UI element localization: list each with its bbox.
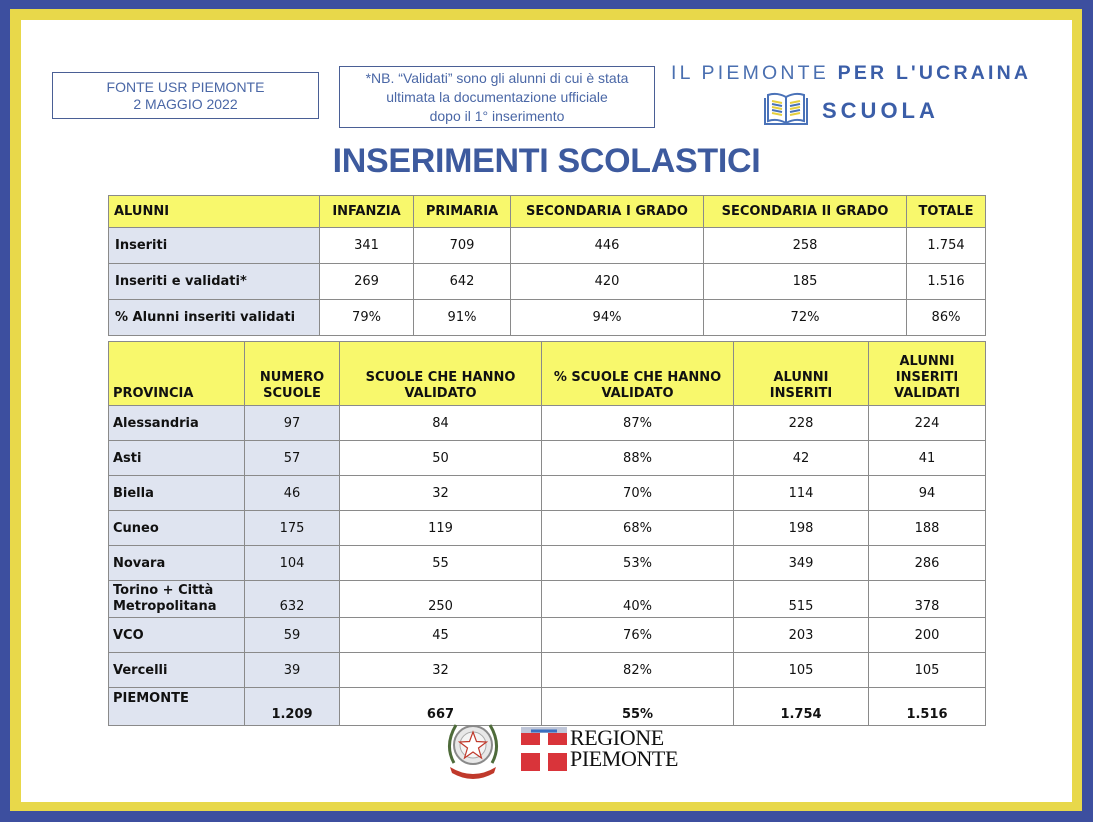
header-text: NUMERO bbox=[259, 370, 325, 385]
cell: 632 bbox=[245, 581, 340, 618]
cell: 40% bbox=[542, 581, 734, 618]
cell: 32 bbox=[340, 476, 542, 511]
header-text: VALIDATO bbox=[404, 386, 477, 401]
province-name-line: Metropolitana bbox=[113, 599, 217, 614]
table-row bbox=[109, 618, 986, 653]
header-text: INSERITI bbox=[895, 370, 959, 385]
cell: 50 bbox=[340, 441, 542, 476]
header-text: INSERITI bbox=[769, 386, 833, 401]
cell: 269 bbox=[320, 264, 414, 300]
source-line-1: FONTE USR PIEMONTE bbox=[106, 79, 265, 95]
header-text: SCUOLE CHE HANNO bbox=[365, 370, 516, 385]
column-header: TOTALE bbox=[907, 196, 986, 228]
row-label: % Alunni inseriti validati bbox=[109, 300, 320, 336]
row-label: Inseriti e validati* bbox=[109, 264, 320, 300]
cell: 198 bbox=[734, 511, 869, 546]
cell: 94% bbox=[511, 300, 704, 336]
note-line-3: dopo il 1° inserimento bbox=[429, 108, 565, 124]
cell: 1.516 bbox=[907, 264, 986, 300]
table-row bbox=[109, 228, 986, 264]
column-header: SECONDARIA II GRADO bbox=[704, 196, 907, 228]
cell: 105 bbox=[869, 653, 986, 688]
table-row bbox=[109, 441, 986, 476]
column-header: PRIMARIA bbox=[414, 196, 511, 228]
table-header-row bbox=[109, 196, 986, 228]
table-row bbox=[109, 476, 986, 511]
cell: 45 bbox=[340, 618, 542, 653]
cell: 203 bbox=[734, 618, 869, 653]
cell: 228 bbox=[734, 406, 869, 441]
cell: 46 bbox=[245, 476, 340, 511]
brand-title bbox=[671, 62, 1031, 85]
cell: 82% bbox=[542, 653, 734, 688]
regione-line-1: REGIONE bbox=[570, 725, 664, 750]
header-text: % SCUOLE CHE HANNO bbox=[553, 370, 722, 385]
cell: 76% bbox=[542, 618, 734, 653]
province-name: VCO bbox=[109, 618, 245, 653]
cell: 72% bbox=[704, 300, 907, 336]
province-name: Biella bbox=[109, 476, 245, 511]
header-text: VALIDATO bbox=[601, 386, 674, 401]
province-name: Novara bbox=[109, 546, 245, 581]
cell: 1.754 bbox=[907, 228, 986, 264]
table-header-row bbox=[109, 342, 986, 406]
brand-subtitle: SCUOLA bbox=[822, 98, 939, 123]
cell: 41 bbox=[869, 441, 986, 476]
cell: 105 bbox=[734, 653, 869, 688]
cell: 87% bbox=[542, 406, 734, 441]
table-row bbox=[109, 581, 986, 618]
regione-name bbox=[570, 727, 678, 769]
header-text: ALUNNI bbox=[773, 370, 829, 385]
cell: 642 bbox=[414, 264, 511, 300]
cell: 39 bbox=[245, 653, 340, 688]
table-row bbox=[109, 653, 986, 688]
cell: 349 bbox=[734, 546, 869, 581]
row-label: Inseriti bbox=[109, 228, 320, 264]
column-header-scuole-validato bbox=[340, 342, 542, 406]
column-header-alunni-inseriti bbox=[734, 342, 869, 406]
province-table bbox=[108, 341, 986, 726]
cell: 55% bbox=[542, 688, 734, 726]
header-text: SCUOLE bbox=[263, 386, 321, 401]
cell: 515 bbox=[734, 581, 869, 618]
cell: 709 bbox=[414, 228, 511, 264]
cell: 1.209 bbox=[245, 688, 340, 726]
cell: 68% bbox=[542, 511, 734, 546]
column-header: INFANZIA bbox=[320, 196, 414, 228]
column-header: ALUNNI bbox=[109, 196, 320, 228]
cell: 119 bbox=[340, 511, 542, 546]
cell: 258 bbox=[704, 228, 907, 264]
cell: 88% bbox=[542, 441, 734, 476]
cell: 53% bbox=[542, 546, 734, 581]
column-header-numero-scuole bbox=[245, 342, 340, 406]
cell: 42 bbox=[734, 441, 869, 476]
cell: 1.516 bbox=[869, 688, 986, 726]
note-line-1: *NB. “Validati” sono gli alunni di cui è stata bbox=[365, 70, 629, 86]
cell: 446 bbox=[511, 228, 704, 264]
note-line-2: ultimata la documentazione ufficiale bbox=[386, 89, 608, 105]
cell: 91% bbox=[414, 300, 511, 336]
cell: 1.754 bbox=[734, 688, 869, 726]
province-name bbox=[109, 581, 245, 618]
table-row bbox=[109, 546, 986, 581]
brand-bold: PER L'UCRAINA bbox=[837, 62, 1032, 84]
province-name-line: Torino + Città bbox=[113, 583, 214, 598]
column-header-alunni-validati bbox=[869, 342, 986, 406]
province-name: Asti bbox=[109, 441, 245, 476]
cell: 86% bbox=[907, 300, 986, 336]
table-row bbox=[109, 264, 986, 300]
italian-republic-emblem bbox=[442, 715, 504, 781]
cell: 79% bbox=[320, 300, 414, 336]
source-box bbox=[52, 72, 319, 119]
piemonte-flag-icon bbox=[521, 727, 567, 771]
source-date: 2 MAGGIO 2022 bbox=[133, 96, 238, 112]
cell: 70% bbox=[542, 476, 734, 511]
column-header: SECONDARIA I GRADO bbox=[511, 196, 704, 228]
cell: 224 bbox=[869, 406, 986, 441]
province-name: Cuneo bbox=[109, 511, 245, 546]
cell: 55 bbox=[340, 546, 542, 581]
cell: 57 bbox=[245, 441, 340, 476]
cell: 59 bbox=[245, 618, 340, 653]
cell: 200 bbox=[869, 618, 986, 653]
header-text: VALIDATI bbox=[894, 386, 960, 401]
cell: 175 bbox=[245, 511, 340, 546]
note-box bbox=[339, 66, 655, 128]
header-text: ALUNNI bbox=[899, 354, 955, 369]
column-header-provincia bbox=[109, 342, 245, 406]
cell: 114 bbox=[734, 476, 869, 511]
province-name: Alessandria bbox=[109, 406, 245, 441]
cell: 84 bbox=[340, 406, 542, 441]
cell: 378 bbox=[869, 581, 986, 618]
cell: 32 bbox=[340, 653, 542, 688]
cell: 188 bbox=[869, 511, 986, 546]
table-total-row bbox=[109, 688, 986, 726]
cell: 185 bbox=[704, 264, 907, 300]
total-label: PIEMONTE bbox=[109, 688, 245, 726]
cell: 94 bbox=[869, 476, 986, 511]
page-title: INSERIMENTI SCOLASTICI bbox=[332, 142, 761, 180]
students-table bbox=[108, 195, 986, 336]
cell: 104 bbox=[245, 546, 340, 581]
cell: 97 bbox=[245, 406, 340, 441]
table-row bbox=[109, 300, 986, 336]
cell: 250 bbox=[340, 581, 542, 618]
cell: 341 bbox=[320, 228, 414, 264]
brand-light: IL PIEMONTE bbox=[671, 62, 829, 84]
cell: 667 bbox=[340, 688, 542, 726]
regione-line-2: PIEMONTE bbox=[570, 746, 679, 771]
cell: 286 bbox=[869, 546, 986, 581]
open-book-icon bbox=[761, 90, 811, 128]
table-row bbox=[109, 511, 986, 546]
table-row bbox=[109, 406, 986, 441]
header-text: PROVINCIA bbox=[113, 386, 194, 401]
province-name: Vercelli bbox=[109, 653, 245, 688]
regione-piemonte-logo bbox=[521, 725, 679, 771]
column-header-pct-validato bbox=[542, 342, 734, 406]
cell: 420 bbox=[511, 264, 704, 300]
